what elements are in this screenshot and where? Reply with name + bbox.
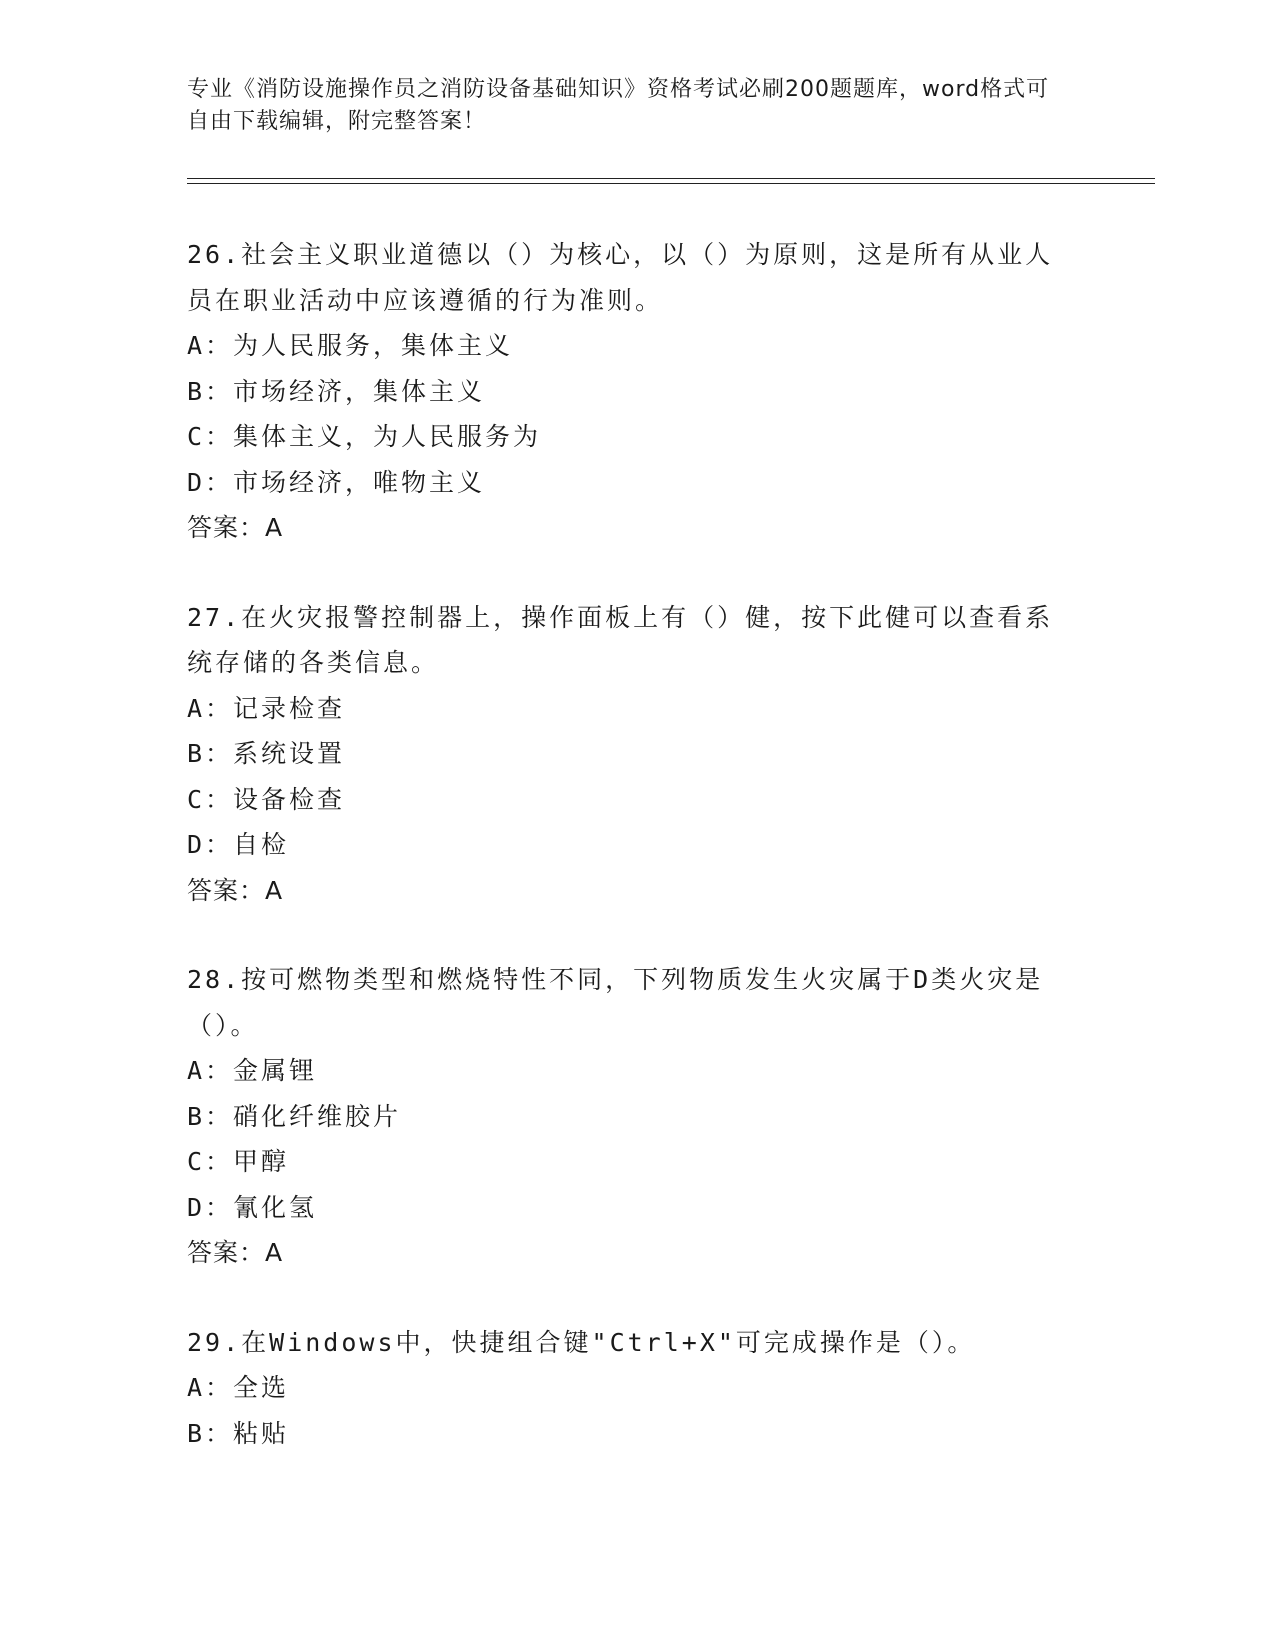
question-26	[187, 232, 1067, 551]
option-c: C：甲醇	[187, 1147, 290, 1176]
question-28	[187, 957, 1067, 1276]
option-d: D：市场经济，唯物主义	[187, 467, 486, 497]
option-d: D：自检	[187, 830, 290, 859]
option-a: A：全选	[187, 1373, 290, 1402]
option-a: A：记录检查	[187, 693, 346, 723]
option-a: A：金属锂	[187, 1056, 318, 1085]
option-c: C：集体主义，为人民服务为	[187, 422, 542, 451]
option-b: B：系统设置	[187, 739, 346, 768]
answer-line: 答案：A	[187, 875, 284, 905]
question-list	[187, 232, 1067, 1500]
question-29	[187, 1320, 1067, 1457]
question-stem: 29.在Windows中，快捷组合键"Ctrl+X"可完成操作是（）。	[187, 1327, 976, 1357]
option-b: B：市场经济，集体主义	[187, 376, 486, 406]
question-stem: 26.社会主义职业道德以（）为核心，以（）为原则，这是所有从业人员在职业活动中应该遵循的行为准则。	[187, 240, 1054, 315]
option-b: B：硝化纤维胶片	[187, 1101, 402, 1131]
question-27	[187, 595, 1067, 914]
option-d: D：氰化氢	[187, 1192, 318, 1222]
header-divider-bottom	[187, 183, 1155, 184]
option-a: A：为人民服务，集体主义	[187, 331, 514, 360]
option-b: B：粘贴	[187, 1418, 290, 1448]
answer-line: 答案：A	[187, 1238, 284, 1267]
question-stem: 28.按可燃物类型和燃烧特性不同，下列物质发生火灾属于D类火灾是（）。	[187, 965, 1044, 1040]
question-stem: 27.在火灾报警控制器上，操作面板上有（）健，按下此健可以查看系统存储的各类信息。	[187, 602, 1054, 677]
document-header: 专业《消防设施操作员之消防设备基础知识》资格考试必刷200题题库，word格式可自由下载编辑，附完整答案！	[187, 77, 1050, 134]
header-divider-top	[187, 178, 1155, 179]
option-c: C：设备检查	[187, 784, 346, 814]
answer-line: 答案：A	[187, 513, 284, 542]
